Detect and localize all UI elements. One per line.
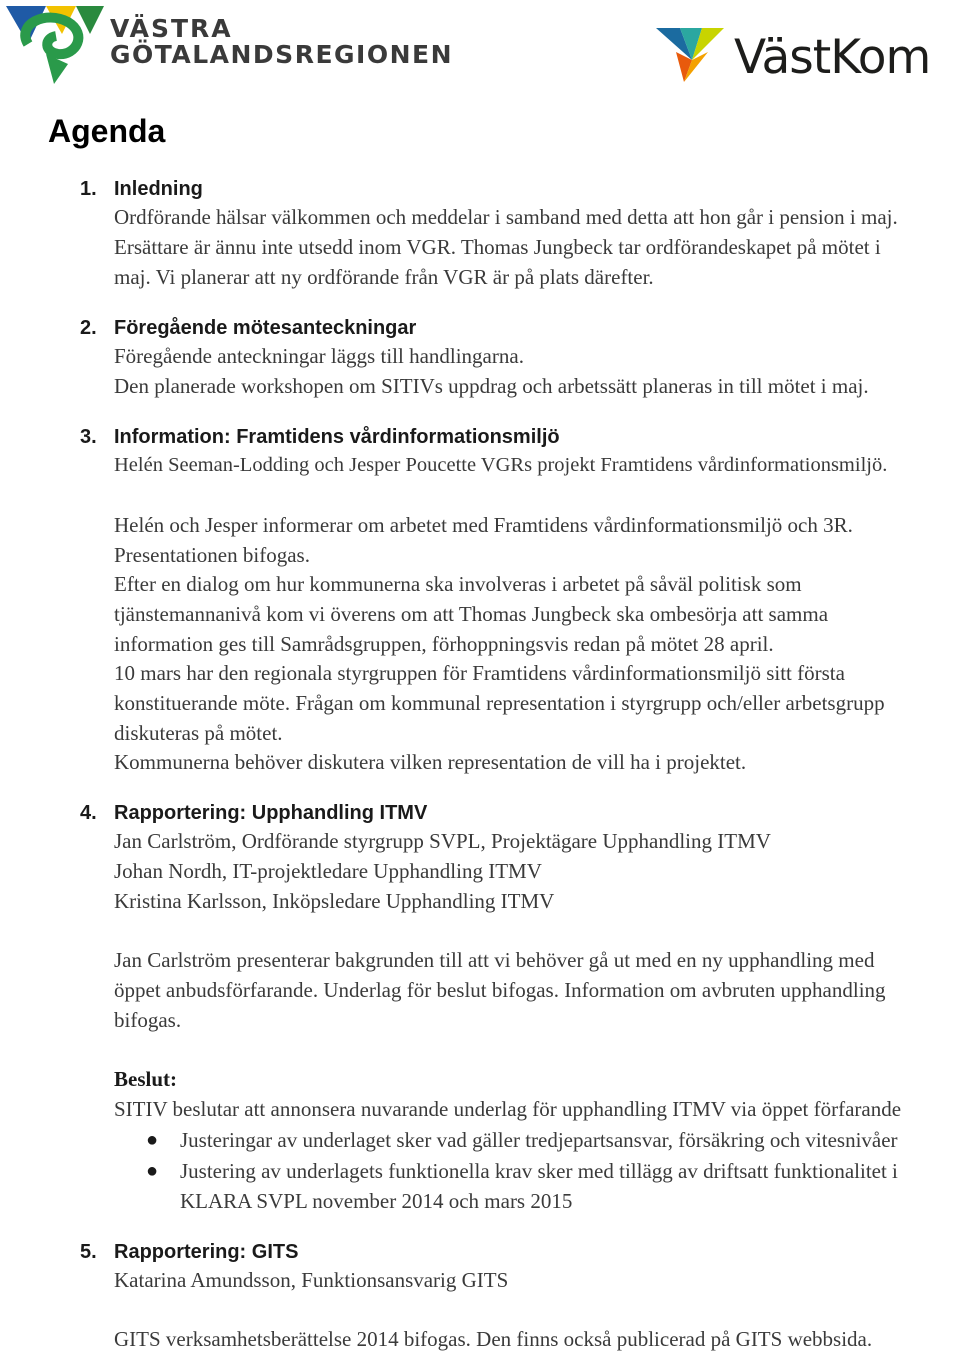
section-3-line: 10 mars har den regionala styrgruppen för Framtidens vårdinformationsmiljö sitt första: [114, 661, 845, 685]
section-1-line: Ersättare är ännu inte utsedd inom VGR. Thomas Jungbeck tar ordförandeskapet på mötet i: [114, 235, 881, 259]
section-3-number: 3.: [80, 426, 97, 448]
vgr-logo-line1: VÄSTRA: [110, 14, 233, 43]
section-3-line: diskuteras på mötet.: [114, 721, 283, 745]
section-4-line: Jan Carlström, Ordförande styrgrupp SVPL, Projektägare Upphandling ITMV: [114, 829, 771, 853]
section-3-line: Helén Seeman-Lodding och Jesper Poucette VGRs projekt Framtidens vårdinformationsmiljö.: [114, 454, 888, 476]
decision-label: Beslut:: [114, 1067, 177, 1091]
section-5-line: Katarina Amundsson, Funktionsansvarig GITS: [114, 1268, 509, 1292]
section-3-line: Kommunerna behöver diskutera vilken representation de vill ha i projektet.: [114, 750, 747, 774]
vgr-emblem-icon: [6, 4, 110, 88]
section-3-line: Presentationen bifogas.: [114, 543, 310, 567]
section-5-line: GITS verksamhetsberättelse 2014 bifogas. Den finns också publicerad på GITS webbsida.: [114, 1327, 873, 1351]
section-3-title: Information: Framtidens vårdinformationsmiljö: [114, 426, 560, 448]
page-title: Agenda: [48, 113, 166, 149]
bullet-item: Justeringar av underlaget sker vad gäller tredjepartsansvar, försäkring och vitesnivåer: [180, 1128, 898, 1152]
decision-text: SITIV beslutar att annonsera nuvarande underlag för upphandling ITMV via öppet förfarande: [114, 1097, 902, 1121]
section-3-line: Helén och Jesper informerar om arbetet med Framtidens vårdinformationsmiljö och 3R.: [114, 513, 853, 537]
section-2-title: Föregående mötesanteckningar: [114, 317, 417, 339]
section-1-title: Inledning: [114, 178, 203, 200]
section-4-line: Johan Nordh, IT-projektledare Upphandling ITMV: [114, 859, 542, 883]
section-3-line: Efter en dialog om hur kommunerna ska involveras i arbetet på såväl politisk som: [114, 572, 802, 596]
section-1-number: 1.: [80, 178, 97, 200]
section-3-line: tjänstemannanivå kom vi överens om att Thomas Jungbeck ska ombesörja att samma: [114, 602, 829, 626]
section-4-line: bifogas.: [114, 1008, 182, 1032]
section-3-line: information ges till Samrådsgruppen, förhoppningsvis redan på mötet 28 april.: [114, 632, 774, 656]
section-4-line: Kristina Karlsson, Inköpsledare Upphandling ITMV: [114, 889, 555, 913]
section-4-line: Jan Carlström presenterar bakgrunden till att vi behöver gå ut med en ny upphandling med: [114, 948, 875, 972]
vastkom-logo-text: VästKom: [734, 30, 931, 85]
bullet-item: KLARA SVPL november 2014 och mars 2015: [180, 1189, 573, 1213]
section-3-line: konstituerande möte. Frågan om kommunal representation i styrgrupp och/eller arbetsgrupp: [114, 691, 885, 715]
section-4-number: 4.: [80, 802, 97, 824]
vgr-logo-line2: GÖTALANDSREGIONEN: [110, 40, 454, 69]
section-4-title: Rapportering: Upphandling ITMV: [114, 802, 428, 824]
section-5-number: 5.: [80, 1241, 97, 1263]
section-2-line: Den planerade workshopen om SITIVs uppdrag och arbetssätt planeras in till mötet i maj.: [114, 374, 869, 398]
bullet-icon: ●: [146, 1160, 159, 1182]
section-5-title: Rapportering: GITS: [114, 1241, 299, 1263]
section-2-line: Föregående anteckningar läggs till handlingarna.: [114, 344, 524, 368]
section-1-line: Ordförande hälsar välkommen och meddelar i samband med detta att hon går i pension i maj.: [114, 205, 898, 229]
bullet-item: Justering av underlagets funktionella krav sker med tillägg av driftsatt funktionalitet i: [180, 1159, 898, 1183]
vastkom-logo: [656, 24, 946, 86]
bullet-icon: ●: [146, 1129, 159, 1151]
vgr-logo: [6, 4, 454, 88]
vastkom-emblem-icon: [656, 24, 728, 86]
section-2-number: 2.: [80, 317, 97, 339]
section-1-line: maj. Vi planerar att ny ordförande från VGR är på plats därefter.: [114, 265, 654, 289]
section-4-line: öppet anbudsförfarande. Underlag för beslut bifogas. Information om avbruten upphandling: [114, 978, 886, 1002]
